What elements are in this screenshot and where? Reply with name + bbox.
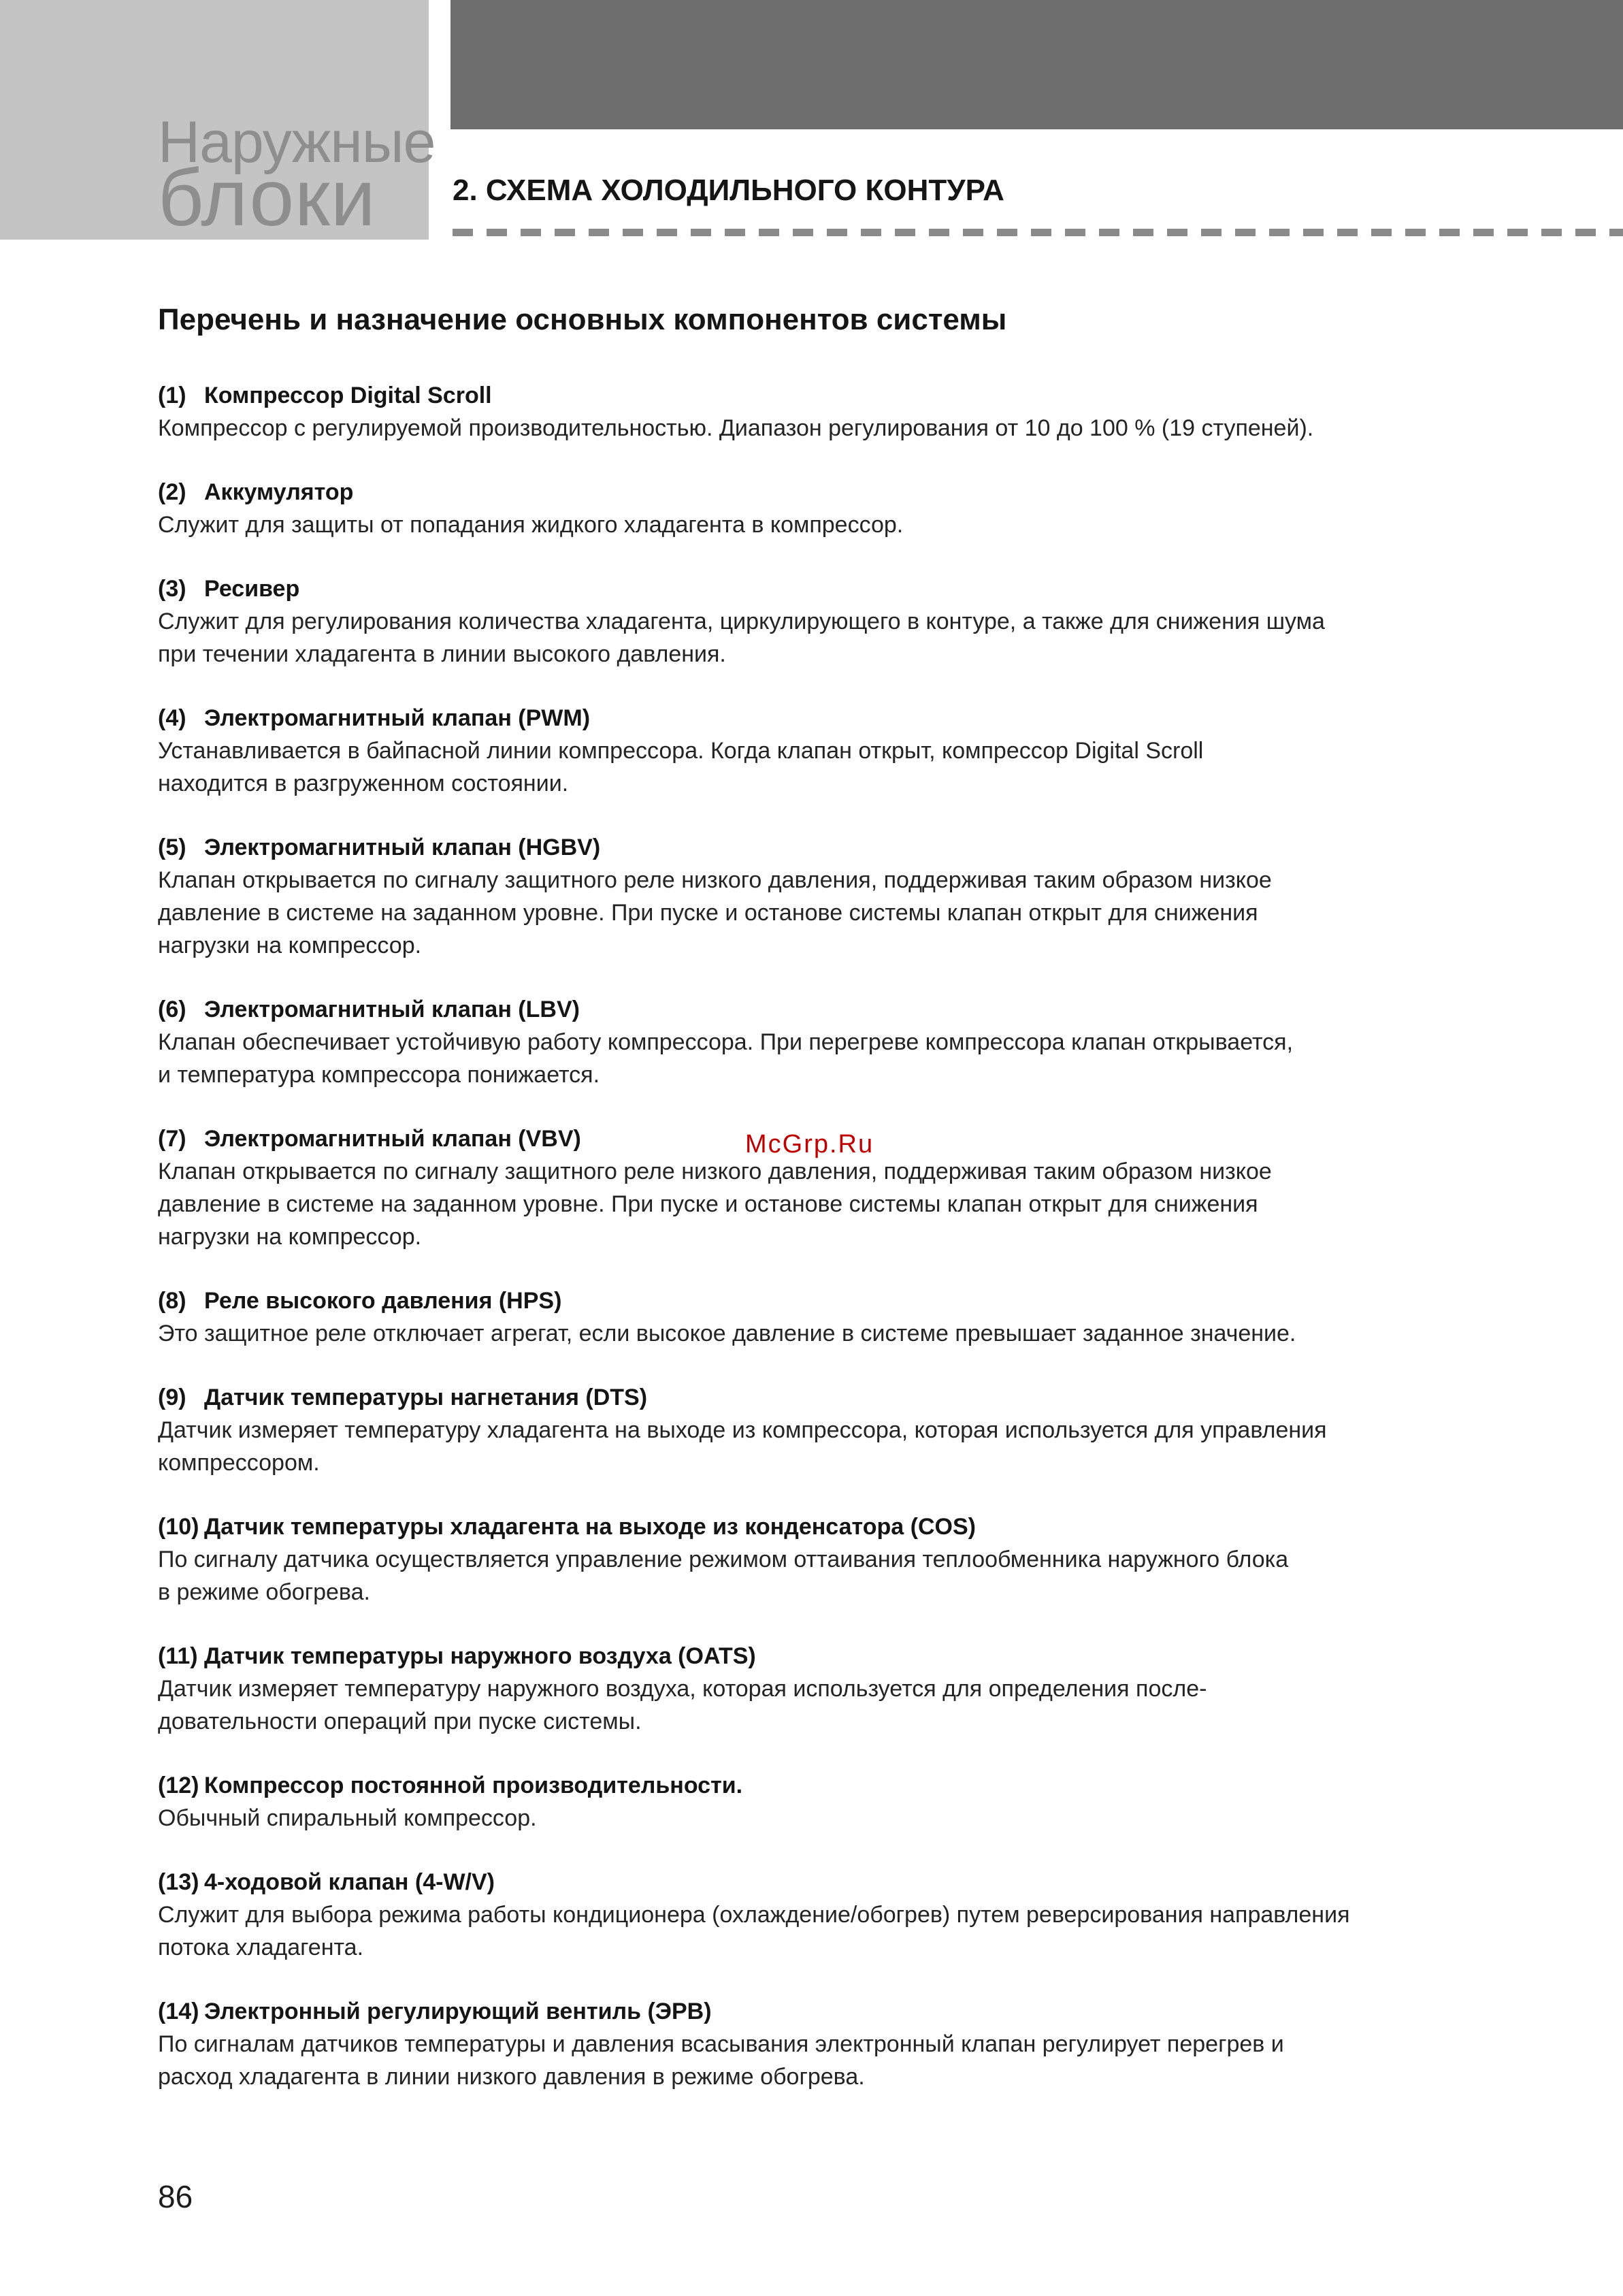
item-description-line: Клапан открывается по сигналу защитного реле низкого давления, поддерживая таким образом низкое xyxy=(158,1158,1272,1184)
item-description-line: нагрузки на компрессор. xyxy=(158,1223,422,1250)
item-name: 4-ходовой клапан (4-W/V) xyxy=(204,1869,495,1895)
list-item xyxy=(158,476,1519,541)
item-title xyxy=(158,572,1519,605)
item-description-line: при течении хладагента в линии высокого давления. xyxy=(158,641,726,667)
list-item xyxy=(158,1769,1519,1834)
item-description-line: Служит для регулирования количества хладагента, циркулирующего в контуре, а также для снижения шума xyxy=(158,608,1325,634)
item-number: (3) xyxy=(158,575,186,602)
list-item xyxy=(158,1866,1519,1964)
item-title xyxy=(158,379,1519,412)
list-item xyxy=(158,1510,1519,1608)
list-item xyxy=(158,1381,1519,1479)
list-item xyxy=(158,831,1519,962)
item-number: (12) xyxy=(158,1772,199,1798)
item-description-line: Служит для выбора режима работы кондиционера (охлаждение/обогрев) путем реверсирования направления xyxy=(158,1901,1350,1928)
item-description-line: и температура компрессора понижается. xyxy=(158,1061,600,1088)
item-number: (4) xyxy=(158,705,186,731)
item-description-line: Это защитное реле отключает агрегат, если высокое давление в системе превышает заданное значение. xyxy=(158,1320,1296,1346)
item-name: Датчик температуры нагнетания (DTS) xyxy=(204,1384,648,1410)
item-description-line: По сигналам датчиков температуры и давления всасывания электронный клапан регулирует перегрев и xyxy=(158,2031,1284,2057)
item-description-line: Обычный спиральный компрессор. xyxy=(158,1805,537,1831)
item-number: (10) xyxy=(158,1513,199,1540)
item-name: Аккумулятор xyxy=(204,479,354,505)
item-name: Датчик температуры хладагента на выходе из конденсатора (COS) xyxy=(204,1513,976,1540)
item-title xyxy=(158,702,1519,734)
item-title xyxy=(158,1640,1519,1672)
item-description-line: Клапан обеспечивает устойчивую работу компрессора. При перегреве компрессора клапан открывается, xyxy=(158,1029,1294,1055)
page-number: 86 xyxy=(158,2179,193,2214)
item-title xyxy=(158,831,1519,864)
list-item xyxy=(158,1640,1519,1738)
component-list xyxy=(158,379,1519,2093)
item-name: Электромагнитный клапан (VBV) xyxy=(204,1125,581,1152)
item-number: (5) xyxy=(158,834,186,860)
watermark: McGrp.Ru xyxy=(745,1130,874,1159)
list-item xyxy=(158,1284,1519,1350)
item-number: (6) xyxy=(158,996,186,1022)
page-subtitle: Перечень и назначение основных компонентов системы xyxy=(158,303,1007,336)
item-description-line: давление в системе на заданном уровне. При пуске и останове системы клапан открыт для снижения xyxy=(158,1191,1258,1217)
item-description-line: нагрузки на компрессор. xyxy=(158,932,422,958)
content-area xyxy=(158,302,1519,2124)
item-description-line: Датчик измеряет температуру наружного воздуха, которая используется для определения после- xyxy=(158,1675,1207,1702)
dashed-divider xyxy=(453,229,1623,236)
item-name: Компрессор Digital Scroll xyxy=(204,382,492,408)
item-name: Электромагнитный клапан (HGBV) xyxy=(204,834,601,860)
header-bar xyxy=(450,0,1623,129)
list-item xyxy=(158,993,1519,1091)
item-description-line: Клапан открывается по сигналу защитного реле низкого давления, поддерживая таким образом низкое xyxy=(158,867,1272,893)
list-item xyxy=(158,572,1519,670)
item-description-line: Служит для защиты от попадания жидкого хладагента в компрессор. xyxy=(158,511,904,538)
list-item xyxy=(158,1995,1519,2093)
item-description-line: Устанавливается в байпасной линии компрессора. Когда клапан открыт, компрессор Digital Scroll xyxy=(158,737,1204,764)
item-description-line: в режиме обогрева. xyxy=(158,1579,370,1605)
item-description-line: потока хладагента. xyxy=(158,1934,364,1960)
item-name: Электромагнитный клапан (LBV) xyxy=(204,996,580,1022)
item-title xyxy=(158,1381,1519,1414)
item-number: (13) xyxy=(158,1869,199,1895)
item-description-line: Компрессор с регулируемой производительностью. Диапазон регулирования от 10 до 100 % (19 ступеней). xyxy=(158,415,1314,441)
item-number: (9) xyxy=(158,1384,186,1410)
list-item xyxy=(158,702,1519,800)
item-description-line: давление в системе на заданном уровне. При пуске и останове системы клапан открыт для снижения xyxy=(158,899,1258,926)
item-description-line: расход хладагента в линии низкого давления в режиме обогрева. xyxy=(158,2063,865,2090)
item-name: Датчик температуры наружного воздуха (OATS) xyxy=(204,1643,756,1669)
item-description-line: По сигналу датчика осуществляется управление режимом оттаивания теплообменника наружного блока xyxy=(158,1546,1289,1572)
chapter-tab-line-2: блоки xyxy=(158,153,376,243)
item-title xyxy=(158,993,1519,1026)
item-number: (8) xyxy=(158,1287,186,1314)
item-name: Реле высокого давления (HPS) xyxy=(204,1287,562,1314)
item-name: Электронный регулирующий вентиль (ЭРВ) xyxy=(204,1998,712,2024)
item-description-line: компрессором. xyxy=(158,1449,320,1476)
item-name: Компрессор постоянной производительности. xyxy=(204,1772,743,1798)
item-title xyxy=(158,1284,1519,1317)
chapter-tab-line-1: Наружные xyxy=(158,110,436,175)
item-description-line: довательности операций при пуске системы. xyxy=(158,1708,642,1734)
item-number: (14) xyxy=(158,1998,199,2024)
item-title xyxy=(158,1866,1519,1898)
item-title xyxy=(158,1995,1519,2028)
list-item xyxy=(158,379,1519,444)
item-description-line: Датчик измеряет температуру хладагента на выходе из компрессора, которая используется для управления xyxy=(158,1417,1327,1443)
item-title xyxy=(158,476,1519,508)
item-name: Ресивер xyxy=(204,575,300,602)
section-title: 2. СХЕМА ХОЛОДИЛЬНОГО КОНТУРА xyxy=(453,174,1004,207)
item-title xyxy=(158,1769,1519,1802)
item-number: (7) xyxy=(158,1125,186,1152)
item-number: (11) xyxy=(158,1643,198,1669)
item-description-line: находится в разгруженном состоянии. xyxy=(158,770,569,796)
item-title xyxy=(158,1510,1519,1543)
item-name: Электромагнитный клапан (PWM) xyxy=(204,705,591,731)
item-number: (1) xyxy=(158,382,186,408)
item-number: (2) xyxy=(158,479,186,505)
